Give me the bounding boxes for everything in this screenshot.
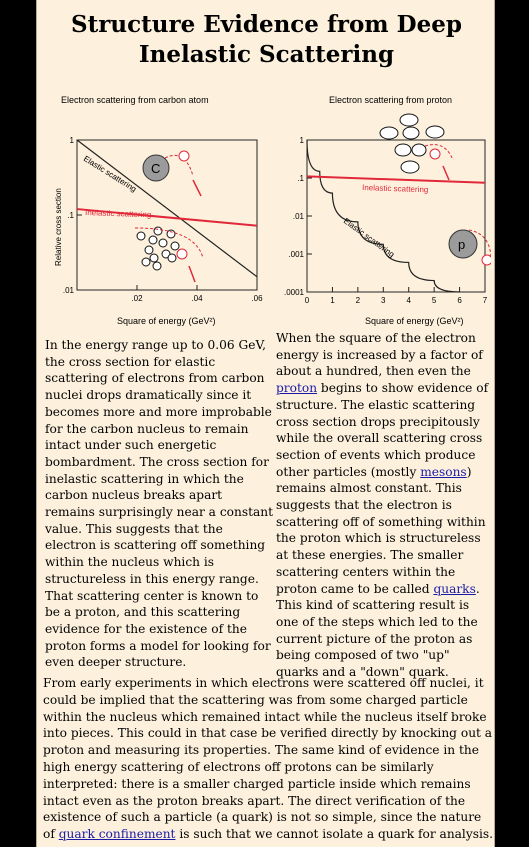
carbon-scattering-chart: [45, 88, 265, 328]
right-elastic-line: [307, 140, 460, 292]
electron-icon: [482, 255, 491, 265]
y-tick-label: 1: [69, 136, 74, 145]
right-chart-xticks: [305, 287, 488, 305]
quark-confinement-link[interactable]: quark confinement: [58, 827, 176, 842]
y-tick-label: .001: [288, 250, 304, 259]
proton-link[interactable]: proton: [276, 381, 318, 396]
electron-icon: [179, 151, 189, 161]
left-chart-ylabel: Relative cross section: [54, 188, 63, 266]
x-tick-label: .06: [251, 294, 263, 303]
proton-label: p: [458, 237, 466, 252]
x-tick-label: .02: [131, 294, 143, 303]
x-tick-label: 4: [406, 296, 411, 305]
right-chart-xlabel: Square of energy (GeV²): [365, 316, 464, 326]
x-tick-label: 0: [304, 296, 310, 305]
electron-arrow-icon: [189, 266, 195, 282]
left-chart-xlabel: Square of energy (GeV²): [117, 316, 216, 326]
left-chart-caption: Electron scattering from carbon atom: [61, 95, 209, 105]
left-inelastic-label: Inelastic scattering: [84, 208, 152, 220]
proton-scattering-chart: [269, 88, 491, 328]
y-tick-label: .1: [67, 211, 74, 220]
x-tick-label: 5: [431, 296, 437, 305]
quarks-link[interactable]: quarks: [433, 581, 476, 596]
right-text-column: When the square of the electron energy is increased by a factor of about a hundred, then even the proton begins to show evidence of structure. The elastic scattering cross section drops precipitously while the overall scattering cross section of events which produce other particles (mostly mesons) remains almost constant. This suggests that the electron is scattering off of something within the proton which is structureless at these energies. The smaller scattering centers within the proton came to be called quarks. This kind of scattering result is one of the steps which led to the current picture of the proton as being composed of two "up" quarks and a "down" quark.: [276, 331, 489, 680]
right-elastic-label: Elastic scattering: [341, 216, 397, 260]
x-tick-label: 3: [381, 296, 386, 305]
page: [36, 0, 495, 847]
right-chart-caption: Electron scattering from proton: [329, 95, 453, 105]
y-tick-label: .01: [62, 286, 74, 295]
x-tick-label: .04: [191, 294, 203, 303]
x-tick-label: 7: [482, 296, 488, 305]
x-tick-label: 6: [457, 296, 462, 305]
electron-arrow-icon: [193, 180, 201, 196]
electron-icon: [430, 149, 440, 159]
page-title: Structure Evidence from Deep Inelastic Scattering: [71, 11, 462, 68]
left-elastic-label: Elastic scattering: [81, 154, 138, 194]
right-inelastic-line: [307, 176, 485, 182]
left-paragraph: In the energy range up to 0.06 GeV, the cross section for elastic scattering of electrons from carbon nuclei drops dramatically since it becomes more and more improbable for the carbon nucleus to remain intact under such energetic bombardment. The cross section for inelastic scattering in which the carbon nucleus breaks apart remains surprisingly near a constant value. This suggests that the electron is scattering off something within the nucleus which is structureless in this energy range. That scattering center is known to be a proton, and this scattering evidence for the existence of the proton forms a model for looking for even deeper structure.: [45, 338, 273, 670]
nucleon-cluster-icon: [137, 227, 179, 270]
mesons-link[interactable]: mesons: [420, 464, 467, 479]
right-inelastic-label: Inelastic scattering: [361, 183, 429, 195]
right-chart-frame: [307, 140, 485, 292]
left-chart-yticks: [63, 136, 82, 295]
electron-icon: [177, 249, 187, 259]
x-tick-label: 2: [355, 296, 361, 305]
y-tick-label: .01: [292, 212, 304, 221]
bottom-paragraph: From early experiments in which electrons were scattered off nuclei, it could be implied that the scattering was from some charged particle within the nucleus which remained intact while the nucleus itself broke into pieces. This could in that case be verified directly by knocking out a proton and measuring its properties. The same kind of evidence in the high energy scattering of electrons off protons can be similarly interpreted: there is a smaller charged particle inside which remains intact even as the proton breaks apart. The direct verification of the existence of such a particle (a quark) is not so simple, since the nature of quark confinement is such that we cannot isolate a quark for analysis.: [43, 676, 493, 842]
right-chart-yticks: [284, 136, 312, 297]
electron-arrow-icon: [443, 166, 449, 180]
left-text-column: [45, 337, 273, 671]
y-tick-label: .1: [297, 174, 304, 183]
x-tick-label: 1: [330, 296, 335, 305]
y-tick-label: .0001: [283, 288, 304, 297]
quark-cluster-icon: [380, 114, 444, 173]
left-chart-xticks: [131, 285, 263, 303]
y-tick-label: 1: [299, 136, 304, 145]
carbon-nucleus-label: C: [151, 161, 161, 176]
